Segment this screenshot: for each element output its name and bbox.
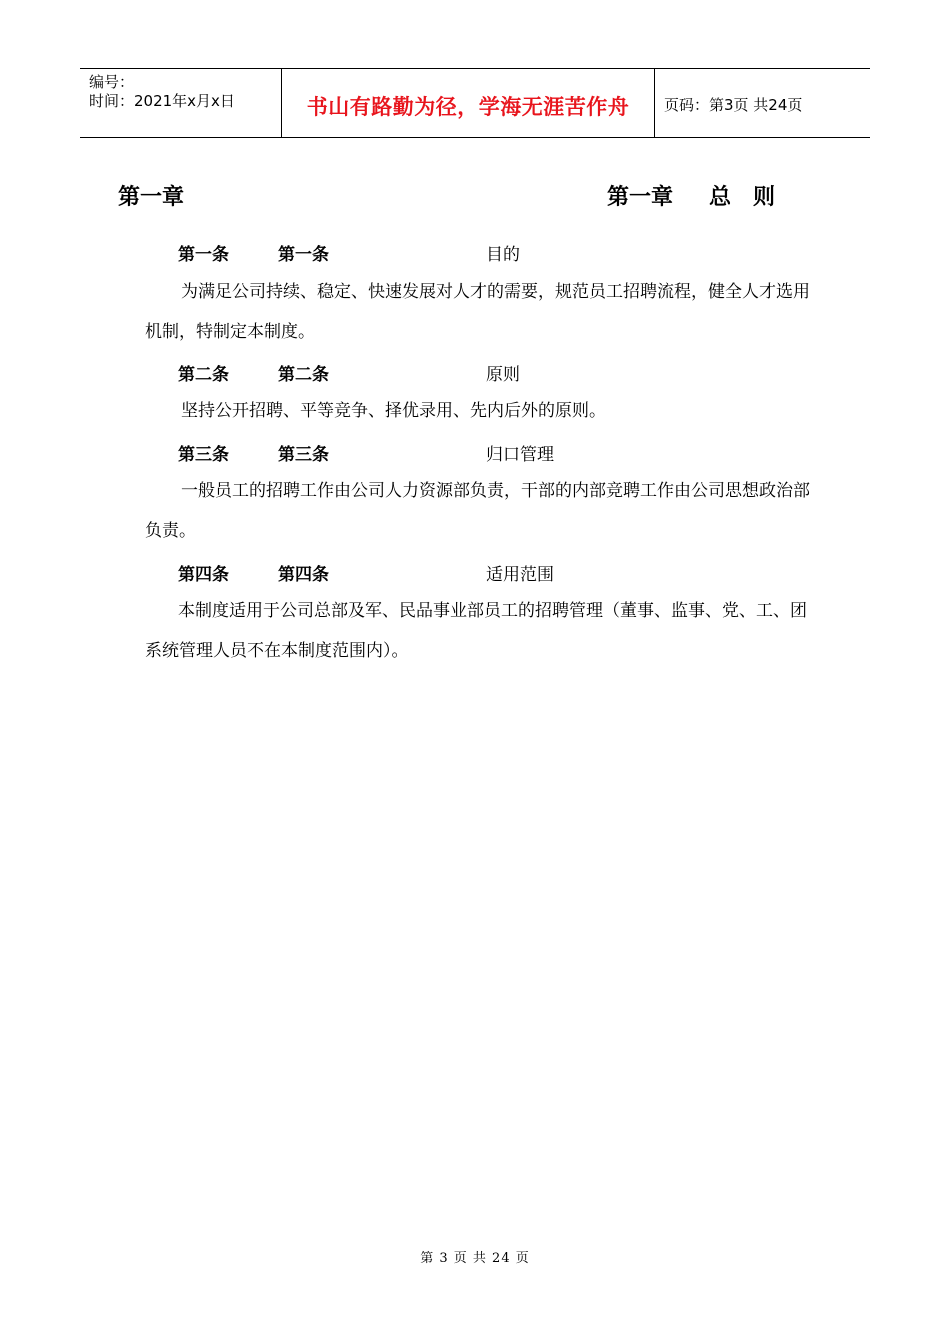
article-title: 适用范围 xyxy=(486,565,554,585)
article-number-repeat: 第四条 xyxy=(278,565,329,585)
article-title: 目的 xyxy=(486,245,520,265)
article-body xyxy=(145,471,810,551)
chapter-heading-left: 第一章 xyxy=(118,185,185,210)
page-header xyxy=(80,68,870,138)
article-number: 第二条 xyxy=(178,365,229,385)
article-title: 归口管理 xyxy=(486,445,554,465)
header-motto: 书山有路勤为径，学海无涯苦作舟 xyxy=(306,95,630,119)
chapter-title-char-1: 总 xyxy=(709,185,732,210)
chapter-title-char-2: 则 xyxy=(753,185,776,210)
article-number: 第三条 xyxy=(178,445,229,465)
article-body-text: 坚持公开招聘、平等竞争、择优录用、先内后外的原则。 xyxy=(181,401,606,421)
article-number-repeat: 第二条 xyxy=(278,365,329,385)
article-body-text: 本制度适用于公司总部及军、民品事业部员工的招聘管理（董事、监事、党、工、团系统管理人员不在本制度范围内）。 xyxy=(145,601,807,661)
header-page-cell xyxy=(655,69,870,137)
header-time-label: 时间：2021年x月x日 xyxy=(89,92,235,110)
article-title: 原则 xyxy=(486,365,520,385)
header-motto-cell xyxy=(282,69,655,137)
article-body-text: 一般员工的招聘工作由公司人力资源部负责，干部的内部竞聘工作由公司思想政治部负责。 xyxy=(145,481,810,541)
header-number-label: 编号： xyxy=(89,73,135,91)
article-body xyxy=(145,591,810,671)
header-page-label: 页码：第3页 共24页 xyxy=(664,96,803,114)
page-footer: 第 3 页 共 24 页 xyxy=(420,1251,530,1266)
article-number-repeat: 第一条 xyxy=(278,245,329,265)
article-body xyxy=(145,391,810,431)
article-number: 第四条 xyxy=(178,565,229,585)
article-body xyxy=(145,272,810,352)
chapter-number: 第一章 xyxy=(607,185,674,210)
article-body-text: 为满足公司持续、稳定、快速发展对人才的需要，规范员工招聘流程，健全人才选用机制，特制定本制度。 xyxy=(145,282,810,342)
article-number: 第一条 xyxy=(178,245,229,265)
chapter-heading-right xyxy=(607,180,775,211)
header-meta-cell xyxy=(80,69,282,137)
article-number-repeat: 第三条 xyxy=(278,445,329,465)
